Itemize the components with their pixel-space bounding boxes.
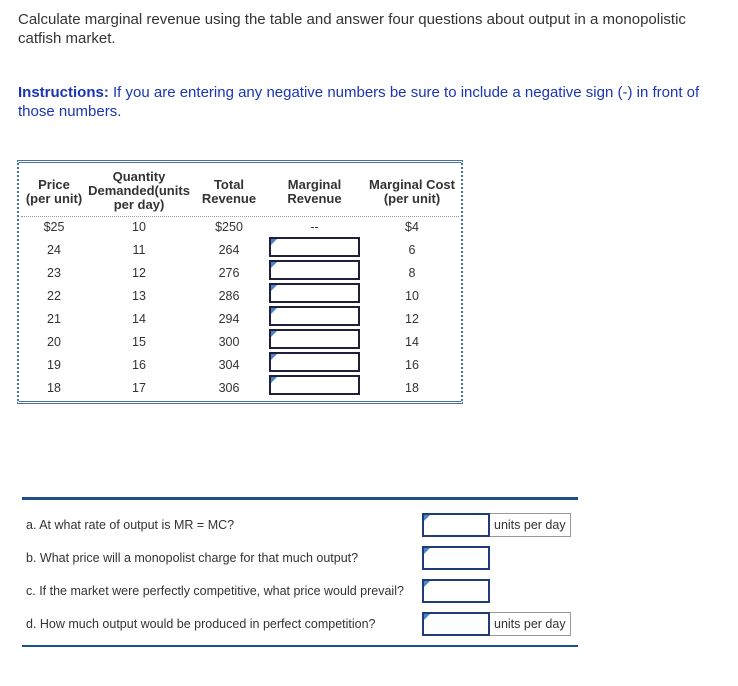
question-b: b. What price will a monopolist charge for that much output? xyxy=(26,551,359,565)
answer-d-unit: units per day xyxy=(490,612,571,636)
header-total-revenue: Total Revenue xyxy=(201,177,257,206)
cell-total-revenue: 294 xyxy=(218,312,240,326)
cell-marginal-cost: 10 xyxy=(405,289,419,303)
cell-marginal-cost: $4 xyxy=(405,220,419,234)
cell-price: $25 xyxy=(43,220,65,234)
cell-marginal-cost: 8 xyxy=(408,266,416,280)
cell-quantity: 10 xyxy=(132,220,146,234)
cell-marginal-cost: 6 xyxy=(408,243,416,257)
cell-price: 19 xyxy=(47,358,61,372)
cell-total-revenue: 264 xyxy=(218,243,240,257)
cell-total-revenue: $250 xyxy=(215,220,243,234)
cell-marginal-cost: 18 xyxy=(405,381,419,395)
answer-c-input[interactable] xyxy=(422,579,490,603)
cell-marginal-cost: 14 xyxy=(405,335,419,349)
instructions-text: If you are entering any negative numbers be sure to include a negative sign (-) in front of those numbers. xyxy=(18,84,700,120)
cell-quantity: 11 xyxy=(132,243,146,257)
cell-quantity: 15 xyxy=(132,335,146,349)
instructions xyxy=(18,83,733,121)
cell-quantity: 14 xyxy=(132,312,146,326)
instructions-label: Instructions: xyxy=(18,84,109,101)
answer-d-input[interactable] xyxy=(422,612,490,636)
marginal-revenue-input[interactable] xyxy=(269,329,360,349)
cell-marginal-revenue-first: -- xyxy=(310,220,319,234)
answer-a-input[interactable] xyxy=(422,513,490,537)
revenue-table xyxy=(17,160,463,404)
cell-quantity: 12 xyxy=(132,266,146,280)
marginal-revenue-input[interactable] xyxy=(269,283,360,303)
marginal-revenue-input[interactable] xyxy=(269,260,360,280)
cell-marginal-cost: 16 xyxy=(405,358,419,372)
cell-price: 21 xyxy=(47,312,61,326)
question-text: Calculate marginal revenue using the table and answer four questions about output in a monopolistic catfish market. xyxy=(18,11,686,47)
cell-quantity: 17 xyxy=(132,381,146,395)
cell-price: 20 xyxy=(47,335,61,349)
cell-quantity: 16 xyxy=(132,358,146,372)
question-d: d. How much output would be produced in perfect competition? xyxy=(26,617,376,631)
marginal-revenue-input[interactable] xyxy=(269,237,360,257)
header-marginal-revenue: Marginal Revenue xyxy=(287,177,342,206)
header-price: Price (per unit) xyxy=(25,177,83,206)
cell-total-revenue: 286 xyxy=(218,289,240,303)
cell-price: 23 xyxy=(47,266,61,280)
marginal-revenue-input[interactable] xyxy=(269,352,360,372)
cell-price: 22 xyxy=(47,289,61,303)
question-a: a. At what rate of output is MR = MC? xyxy=(26,518,235,532)
cell-total-revenue: 306 xyxy=(218,381,240,395)
cell-price: 24 xyxy=(47,243,61,257)
questions-panel xyxy=(22,497,578,647)
header-marginal-cost: Marginal Cost (per unit) xyxy=(369,177,455,206)
answer-a-unit: units per day xyxy=(490,513,571,537)
header-quantity: Quantity Demanded(units per day) xyxy=(88,169,190,212)
cell-price: 18 xyxy=(47,381,61,395)
question-c: c. If the market were perfectly competitive, what price would prevail? xyxy=(26,584,404,598)
cell-marginal-cost: 12 xyxy=(405,312,419,326)
answer-b-input[interactable] xyxy=(422,546,490,570)
cell-quantity: 13 xyxy=(132,289,146,303)
marginal-revenue-input[interactable] xyxy=(269,375,360,395)
marginal-revenue-input[interactable] xyxy=(269,306,360,326)
cell-total-revenue: 304 xyxy=(218,358,240,372)
cell-total-revenue: 276 xyxy=(218,266,240,280)
cell-total-revenue: 300 xyxy=(218,335,240,349)
